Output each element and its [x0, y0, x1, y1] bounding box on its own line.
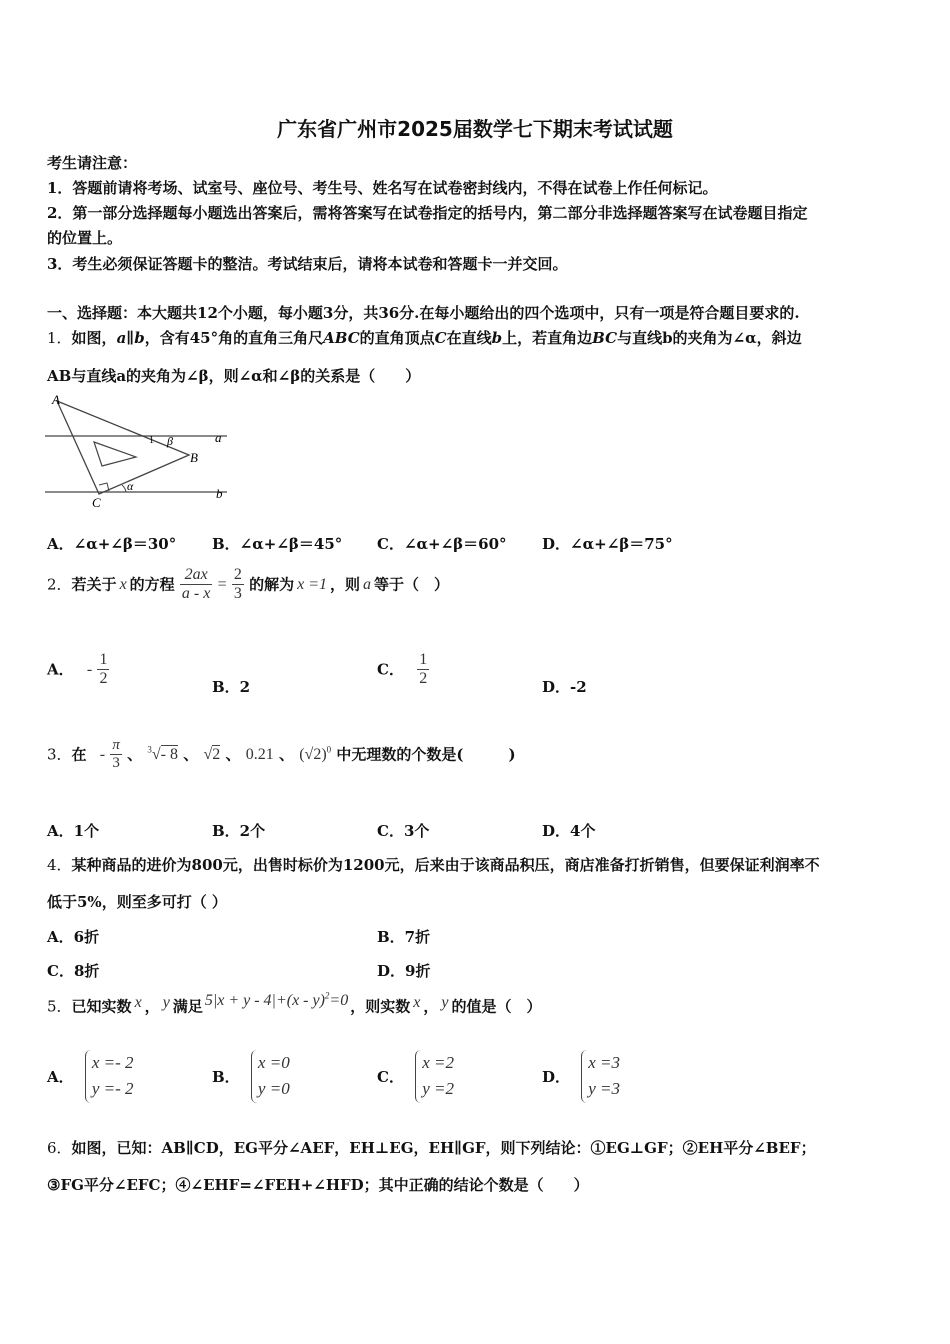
q1-option-b[interactable]: B．∠α+∠β＝45° — [212, 535, 343, 553]
numerator: 1 — [97, 651, 109, 670]
root-index: 3 — [147, 745, 152, 756]
question-6-line-2: ③FG平分∠EFC；④∠EHF=∠FEH+∠HFD；其中正确的结论个数是（ ） — [47, 1176, 589, 1194]
separator: 、 — [127, 745, 143, 764]
label-beta: β — [167, 434, 173, 448]
question-3 — [47, 737, 516, 773]
denominator: 3 — [112, 755, 120, 772]
power-exponent: 0 — [326, 745, 332, 756]
equation-x: x =0 — [257, 1053, 290, 1072]
question-number: 6． — [47, 1139, 72, 1157]
angle-alpha-arc — [122, 485, 126, 492]
fraction-2ax — [180, 566, 212, 604]
notice-item-1: 1．答题前请将考场、试室号、座位号、考生号、姓名写在试卷密封线内，不得在试卷上作任何标记。 — [47, 179, 718, 197]
text: 的解为 — [249, 575, 295, 594]
label-A: A — [52, 392, 60, 407]
q4-option-c[interactable]: C．8折 — [47, 962, 100, 980]
math-x: x — [134, 994, 142, 1012]
numerator: 1 — [417, 651, 429, 670]
text: 的直角顶点 — [359, 329, 435, 347]
equation-system — [581, 1050, 620, 1103]
text: 的值是（ ） — [451, 997, 542, 1016]
text: 的方程 — [129, 575, 175, 594]
option-label: C． — [377, 1067, 404, 1086]
q5-option-b[interactable] — [212, 1050, 290, 1103]
text: ，含有45°角的直角三角尺 — [144, 329, 324, 347]
comma: ， — [144, 997, 160, 1016]
math-solution: x =1 — [297, 575, 328, 593]
numerator: π — [110, 737, 122, 755]
question-1-line-2: AB与直线a的夹角为∠β，则∠α和∠β的关系是（ ） — [47, 367, 421, 385]
q3-option-d[interactable]: D．4个 — [542, 822, 596, 840]
label-C: C — [92, 495, 101, 510]
q1-option-a[interactable]: A．∠α+∠β＝30° — [47, 535, 177, 553]
text: 在 — [71, 745, 87, 764]
square-root: √2 — [203, 745, 221, 763]
label-a: a — [215, 430, 222, 445]
q5-option-d[interactable] — [542, 1050, 620, 1103]
notice-item-2: 2．第一部分选择题每小题选出答案后，需将答案写在试卷指定的括号内，第二部分非选择题答案写在试卷题目指定 — [47, 204, 808, 222]
notice-item-3: 3．考生必须保证答题卡的整洁。考试结束后，请将本试卷和答题卡一并交回。 — [47, 255, 568, 273]
text: 中无理数的个数是( ) — [336, 745, 516, 764]
label-one: 1 — [149, 435, 154, 446]
fraction-2-3 — [232, 566, 244, 604]
numerator: 2ax — [180, 566, 212, 585]
notice-item-2-cont: 的位置上。 — [47, 229, 123, 247]
q2-option-c[interactable] — [377, 651, 429, 689]
separator: 、 — [278, 745, 294, 764]
radicand: 2 — [212, 745, 221, 763]
q1-option-c[interactable]: C．∠α+∠β＝60° — [377, 535, 507, 553]
cube-root: $^3$√- 8 — [147, 745, 178, 764]
math-c: C — [434, 329, 447, 347]
fraction-pi-3 — [110, 737, 122, 773]
text: 如图，已知：AB∥CD，EG平分∠AEF，EH⊥EG，EH∥GF，则下列结论：①EG⊥GF；②EH平分∠BEF； — [71, 1139, 816, 1157]
q5-option-a[interactable] — [47, 1050, 134, 1103]
math-y: y — [162, 994, 170, 1012]
option-label: A． — [47, 1067, 74, 1086]
power-expression — [299, 746, 331, 763]
q4-option-d[interactable]: D．9折 — [377, 962, 431, 980]
minus-sign: - — [99, 745, 106, 763]
exponent: 2 — [324, 991, 330, 1001]
equation-x: x =3 — [588, 1053, 621, 1072]
question-4-line-1 — [47, 854, 820, 875]
constraint-expression — [205, 992, 348, 1009]
q1-option-d[interactable]: D．∠α+∠β＝75° — [542, 535, 673, 553]
question-number: 4． — [47, 856, 72, 874]
question-1-figure — [42, 390, 232, 510]
expression: 5|x + y - 4|+(x - y) — [204, 992, 325, 1010]
expression-end: =0 — [329, 992, 349, 1010]
math-a: a — [363, 575, 372, 593]
text: 满足 — [172, 997, 203, 1016]
denominator: 2 — [419, 670, 428, 688]
question-2 — [47, 566, 449, 604]
q3-option-a[interactable]: A．1个 — [47, 822, 100, 840]
denominator: 2 — [99, 670, 108, 688]
power-base: (√2) — [299, 746, 327, 764]
math-y: y — [441, 994, 449, 1012]
q2-option-a[interactable] — [47, 651, 109, 689]
question-number: 3． — [47, 745, 72, 764]
math-abc: ABC — [323, 329, 360, 347]
text: ，则 — [330, 575, 361, 594]
math-b: b — [491, 329, 503, 347]
equation-system — [415, 1050, 454, 1103]
math-x: x — [119, 575, 127, 593]
q4-option-a[interactable]: A．6折 — [47, 928, 100, 946]
separator: 、 — [225, 745, 241, 764]
section-heading: 一、选择题：本大题共12个小题，每小题3分，共36分.在每小题给出的四个选项中，只有一项是符合题目要求的. — [47, 304, 800, 322]
question-1-line-1 — [47, 327, 802, 348]
text: 上，若直角边 — [502, 329, 593, 347]
text: 如图， — [71, 329, 117, 347]
fraction-1-2 — [97, 651, 109, 689]
fraction-1-2 — [417, 651, 429, 689]
denominator: 3 — [233, 585, 242, 603]
question-4-line-2: 低于5%，则至多可打（ ） — [47, 893, 227, 911]
label-B: B — [190, 450, 198, 465]
minus-sign: - — [86, 660, 93, 678]
text: 某种商品的进价为800元，出售时标价为1200元，后来由于该商品积压，商店准备打折销售，但要保证利润率不 — [71, 856, 820, 874]
question-number: 2． — [47, 575, 72, 594]
equation-system — [251, 1050, 290, 1103]
text: 等于（ ） — [374, 575, 450, 594]
q3-option-c[interactable]: C．3个 — [377, 822, 430, 840]
decimal-value: 0.21 — [245, 745, 274, 763]
equals: = — [217, 575, 227, 593]
notice-heading: 考生请注意： — [47, 154, 138, 172]
equation-y: y =2 — [422, 1079, 454, 1099]
label-b: b — [216, 486, 223, 501]
option-label: B． — [212, 1067, 240, 1086]
option-label: D． — [542, 1067, 571, 1086]
math-parallel: a∥b — [116, 329, 145, 347]
comma: ， — [423, 997, 439, 1016]
text: ，则实数 — [350, 997, 411, 1016]
label-alpha: α — [127, 479, 134, 493]
page-title: 广东省广州市2025届数学七下期末考试试题 — [277, 117, 673, 141]
radicand: - 8 — [160, 746, 178, 764]
q4-option-b[interactable]: B．7折 — [377, 928, 431, 946]
separator: 、 — [183, 745, 199, 764]
q3-option-b[interactable]: B．2个 — [212, 822, 266, 840]
q5-option-c[interactable] — [377, 1050, 454, 1103]
denominator: a - x — [181, 585, 211, 603]
equation-x: x =- 2 — [91, 1053, 134, 1072]
numerator: 2 — [232, 566, 244, 585]
equation-y: y =- 2 — [91, 1079, 134, 1099]
option-label: C． — [377, 660, 404, 679]
q2-option-d[interactable]: D．-2 — [542, 678, 587, 696]
inner-triangle — [94, 442, 136, 466]
equation-system — [85, 1050, 134, 1103]
text: 若关于 — [71, 575, 117, 594]
question-number: 5． — [47, 997, 72, 1016]
math-x: x — [413, 994, 421, 1012]
option-label: A． — [47, 660, 74, 679]
q2-option-b[interactable]: B．2 — [212, 678, 251, 696]
question-5 — [47, 991, 542, 1017]
question-number: 1． — [47, 329, 72, 347]
question-6-line-1 — [47, 1137, 816, 1158]
equation-y: y =3 — [588, 1079, 621, 1099]
text: 已知实数 — [71, 997, 132, 1016]
equation-x: x =2 — [422, 1053, 454, 1072]
equation-y: y =0 — [257, 1079, 290, 1099]
text: 与直线b的夹角为∠α，斜边 — [617, 329, 802, 347]
text: 在直线 — [446, 329, 492, 347]
math-bc: BC — [592, 329, 618, 347]
